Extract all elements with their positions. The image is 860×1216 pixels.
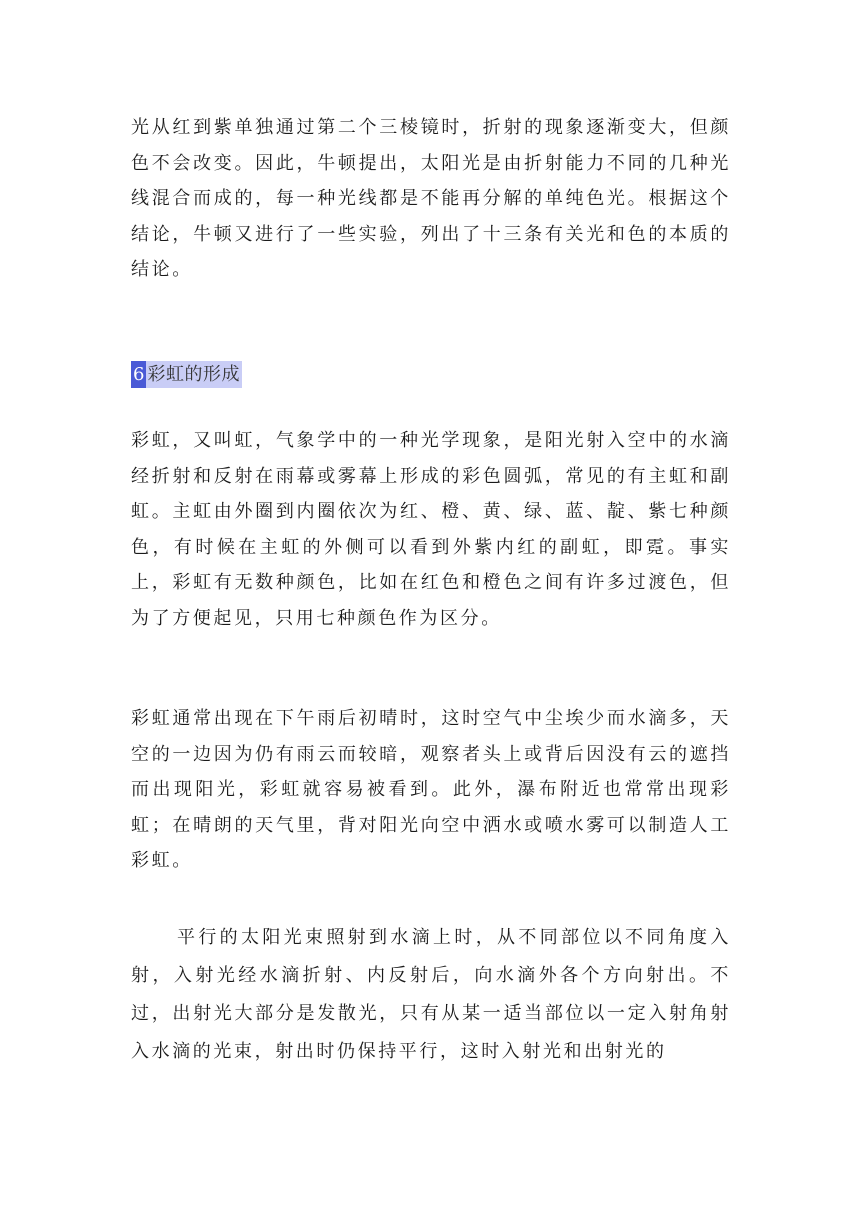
section-number: 6 — [131, 361, 146, 388]
section-heading — [131, 361, 242, 388]
section-title: 彩虹的形成 — [146, 361, 242, 388]
paragraph-rainbow-definition: 彩虹，又叫虹，气象学中的一种光学现象，是阳光射入空中的水滴经折射和反射在雨幕或雾幕上形成的彩色圆弧，常见的有主虹和副虹。主虹由外圈到内圈依次为红、橙、黄、绿、蓝、靛、紫七种颜色，有时候在主虹的外侧可以看到外紫内红的副虹，即霓。事实上，彩虹有无数种颜色，比如在红色和橙色之间有许多过渡色，但为了方便起见，只用七种颜色作为区分。 — [131, 430, 731, 629]
paragraph-rainbow-conditions: 彩虹通常出现在下午雨后初晴时，这时空气中尘埃少而水滴多，天空的一边因为仍有雨云而较暗，观察者头上或背后因没有云的遮挡而出现阳光，彩虹就容易被看到。此外，瀑布附近也常常出现彩虹；在晴朗的天气里，背对阳光向空中洒水或喷水雾可以制造人工彩虹。 — [131, 708, 731, 871]
paragraph-light-refraction: 平行的太阳光束照射到水滴上时，从不同部位以不同角度入射，入射光经水滴折射、内反射后，向水滴外各个方向射出。不过，出射光大部分是发散光，只有从某一适当部位以一定入射角射入水滴的光束，射出时仍保持平行，这时入射光和出射光的 — [131, 927, 731, 1062]
paragraph-prism-conclusion: 光从红到紫单独通过第二个三棱镜时，折射的现象逐渐变大，但颜色不会改变。因此，牛顿提出，太阳光是由折射能力不同的几种光线混合而成的，每一种光线都是不能再分解的单纯色光。根据这个结论，牛顿又进行了一些实验，列出了十三条有关光和色的本质的结论。 — [131, 117, 731, 280]
